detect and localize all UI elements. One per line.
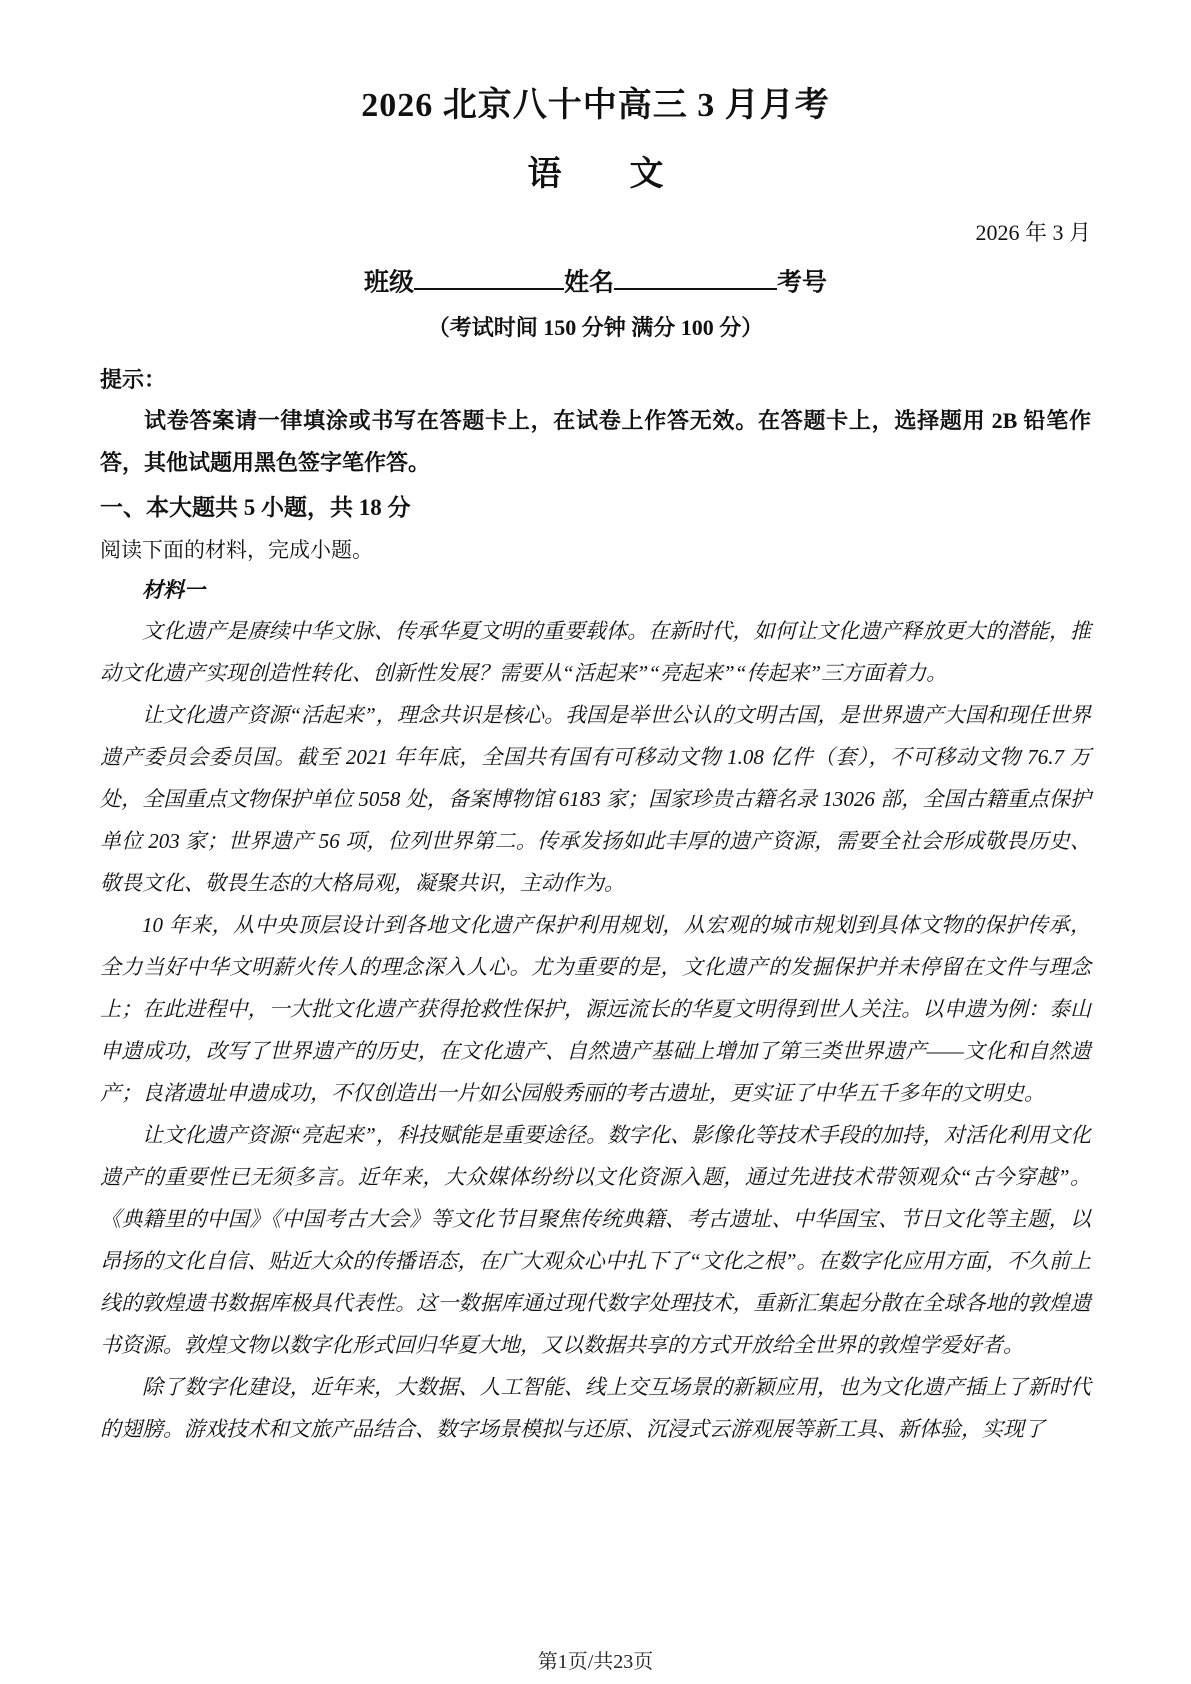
exam-id-label: 考号 (777, 269, 828, 297)
section-one-heading: 一、本大题共 5 小题，共 18 分 (100, 495, 411, 521)
page-number-footer: 第1页/共23页 (537, 1651, 654, 1673)
material-one-paragraph-1: 文化遗产是赓续中华文脉、传承华夏文明的重要载体。在新时代，如何让文化遗产释放更大的潜能，推动文化遗产实现创造性转化、创新性发展？需要从“活起来”“亮起来”“传起来”三方面着力。 (100, 619, 1091, 686)
class-label: 班级 (363, 269, 414, 297)
name-label: 姓名 (563, 269, 614, 297)
subject-title: 语 文 (527, 155, 664, 193)
material-one-paragraph-3: 10 年来，从中央顶层设计到各地文化遗产保护利用规划，从宏观的城市规划到具体文物的保护传承，全力当好中华文明薪火传人的理念深入人心。尤为重要的是，文化遗产的发掘保护并未停留在文件与理念上；在此进程中，一大批文化遗产获得抢救性保护，源远流长的华夏文明得到世人关注。以申遗为例：泰山申遗成功，改写了世界遗产的历史，在文化遗产、自然遗产基础上增加了第三类世界遗产——文化和自然遗产；良渚遗址申遗成功，不仅创造出一片如公园般秀丽的考古遗址，更实证了中华五千多年的文明史。 (100, 913, 1091, 1106)
material-one-paragraph-2: 让文化遗产资源“活起来”，理念共识是核心。我国是举世公认的文明古国，是世界遗产大国和现任世界遗产委员会委员国。截至 2021 年年底，全国共有国有可移动文物 1.08 亿件（套），不可移动文物 76.7 万处，全国重点文物保护单位 5058 处，备案博物馆 6183 家；国家珍贵古籍名录 13026 部，全国古籍重点保护单位 203 家；世界遗产 56 项，位列世界第二。传承发扬如此丰厚的遗产资源，需要全社会形成敬畏历史、敬畏文化、敬畏生态的大格局观，凝聚共识，主动作为。 (100, 703, 1091, 896)
section-one-intro: 阅读下面的材料，完成小题。 (100, 538, 373, 563)
notice-label: 提示： (100, 367, 167, 393)
material-one-paragraph-4: 让文化遗产资源“亮起来”，科技赋能是重要途径。数字化、影像化等技术手段的加持，对活化利用文化遗产的重要性已无须多言。近年来，大众媒体纷纷以文化资源入题，通过先进技术带领观众“古今穿越”。《典籍里的中国》《中国考古大会》等文化节目聚焦传统典籍、考古遗址、中华国宝、节日文化等主题，以昂扬的文化自信、贴近大众的传播语态，在广大观众心中扎下了“文化之根”。在数字化应用方面，不久前上线的敦煌遗书数据库极具代表性。这一数据库通过现代数字处理技术，重新汇集起分散在全球各地的敦煌遗书资源。敦煌文物以数字化形式回归华夏大地，又以数据共享的方式开放给全世界的敦煌学爱好者。 (100, 1123, 1091, 1358)
exam-duration-score-info: （考试时间 150 分钟 满分 100 分） (427, 314, 764, 340)
notice-text: 试卷答案请一律填涂或书写在答题卡上，在试卷上作答无效。在答题卡上，选择题用 2B 铅笔作答，其他试题用黑色签字笔作答。 (100, 408, 1091, 476)
student-info-line (100, 264, 1091, 300)
material-one-heading: 材料一 (142, 578, 205, 603)
name-blank-field (614, 264, 777, 290)
exam-date: 2026 年 3 月 (975, 219, 1091, 245)
exam-title: 2026 北京八十中高三 3 月月考 (361, 87, 830, 124)
material-one-paragraph-5: 除了数字化建设，近年来，大数据、人工智能、线上交互场景的新颖应用，也为文化遗产插上了新时代的翅膀。游戏技术和文旅产品结合、数字场景模拟与还原、沉浸式云游观展等新工具、新体验，实现了 (100, 1375, 1091, 1442)
class-blank-field (414, 264, 564, 290)
material-one (100, 570, 1091, 1450)
